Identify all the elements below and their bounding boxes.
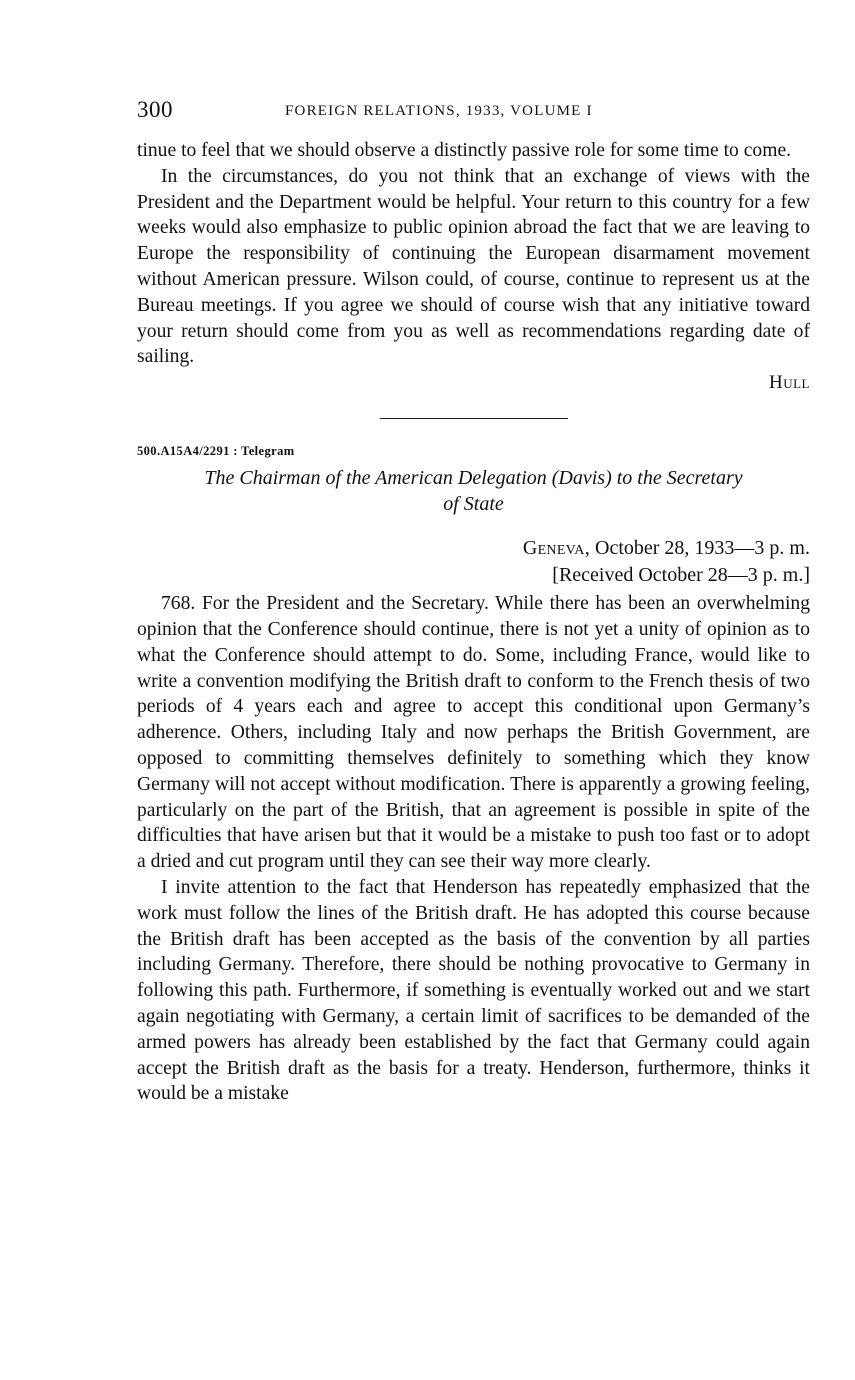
page-number: 300 bbox=[137, 97, 173, 122]
signature: Hull bbox=[769, 372, 810, 394]
place-name: Geneva, bbox=[522, 537, 591, 560]
document-title bbox=[137, 465, 810, 517]
paragraph: In the circumstances, do you not think that an exchange of views with the President and the Department would be helpful. Your return to this country for a few weeks would also emphasize to public opinion abroad the fact that we are leaving to Europe the responsibility of continuing the European disarmament movement without American pressure. Wilson could, of course, continue to represent us at the Bureau meetings. If you agree we should of course wish that any initiative toward your return should come from you as well as recommendations regarding date of sailing. bbox=[137, 165, 810, 368]
date-sent bbox=[137, 535, 810, 562]
section-divider bbox=[380, 418, 568, 419]
document-page bbox=[137, 96, 810, 1107]
paragraph: 768. For the President and the Secretary. While there has been an overwhelming opinion that the Conference should continue, there is not yet a unity of opinion as to what the Conference should attempt to do. Some, including France, would like to write a convention modifying the British draft to conform to the French thesis of two periods of 4 years each and agree to accept this conditional upon Germany’s adherence. Others, including Italy and now perhaps the British Government, are opposed to committing themselves definitely to something which they know Germany will not accept without modification. There is apparently a growing feeling, particularly on the part of the British, that an agreement is possible in spite of the difficulties that have arisen but that it would be a mistake to push too fast or to adopt a dried and cut program until they can see their way more clearly. bbox=[137, 593, 810, 873]
file-number: 500.A15A4/2291 : Telegram bbox=[137, 444, 295, 459]
running-header bbox=[137, 96, 810, 124]
document-title-line: of State bbox=[443, 493, 504, 516]
date-received: [Received October 28—3 p. m.] bbox=[552, 564, 810, 587]
running-title: FOREIGN RELATIONS, 1933, VOLUME I bbox=[285, 103, 593, 119]
dateline bbox=[137, 535, 810, 589]
date-sent-text: October 28, 1933—3 p. m. bbox=[590, 537, 810, 560]
document-title-line: The Chairman of the American Delegation (Davis) to the Secretary bbox=[204, 467, 743, 490]
paragraph: I invite attention to the fact that Henderson has repeatedly emphasized that the work must follow the lines of the British draft. He has adopted this course because the British draft has been accepted as the basis of the convention by all parties including Germany. Therefore, there should be nothing provocative to Germany in following this path. Furthermore, if something is eventually worked out and we start again negotiating with Germany, a certain limit of sacrifices to be demanded of the armed powers has already been established by the fact that Germany could again accept the British draft as the basis for a treaty. Henderson, furthermore, thinks it would be a mistake bbox=[137, 876, 810, 1105]
continued-paragraph: tinue to feel that we should observe a distinctly passive role for some time to come. bbox=[137, 140, 792, 161]
